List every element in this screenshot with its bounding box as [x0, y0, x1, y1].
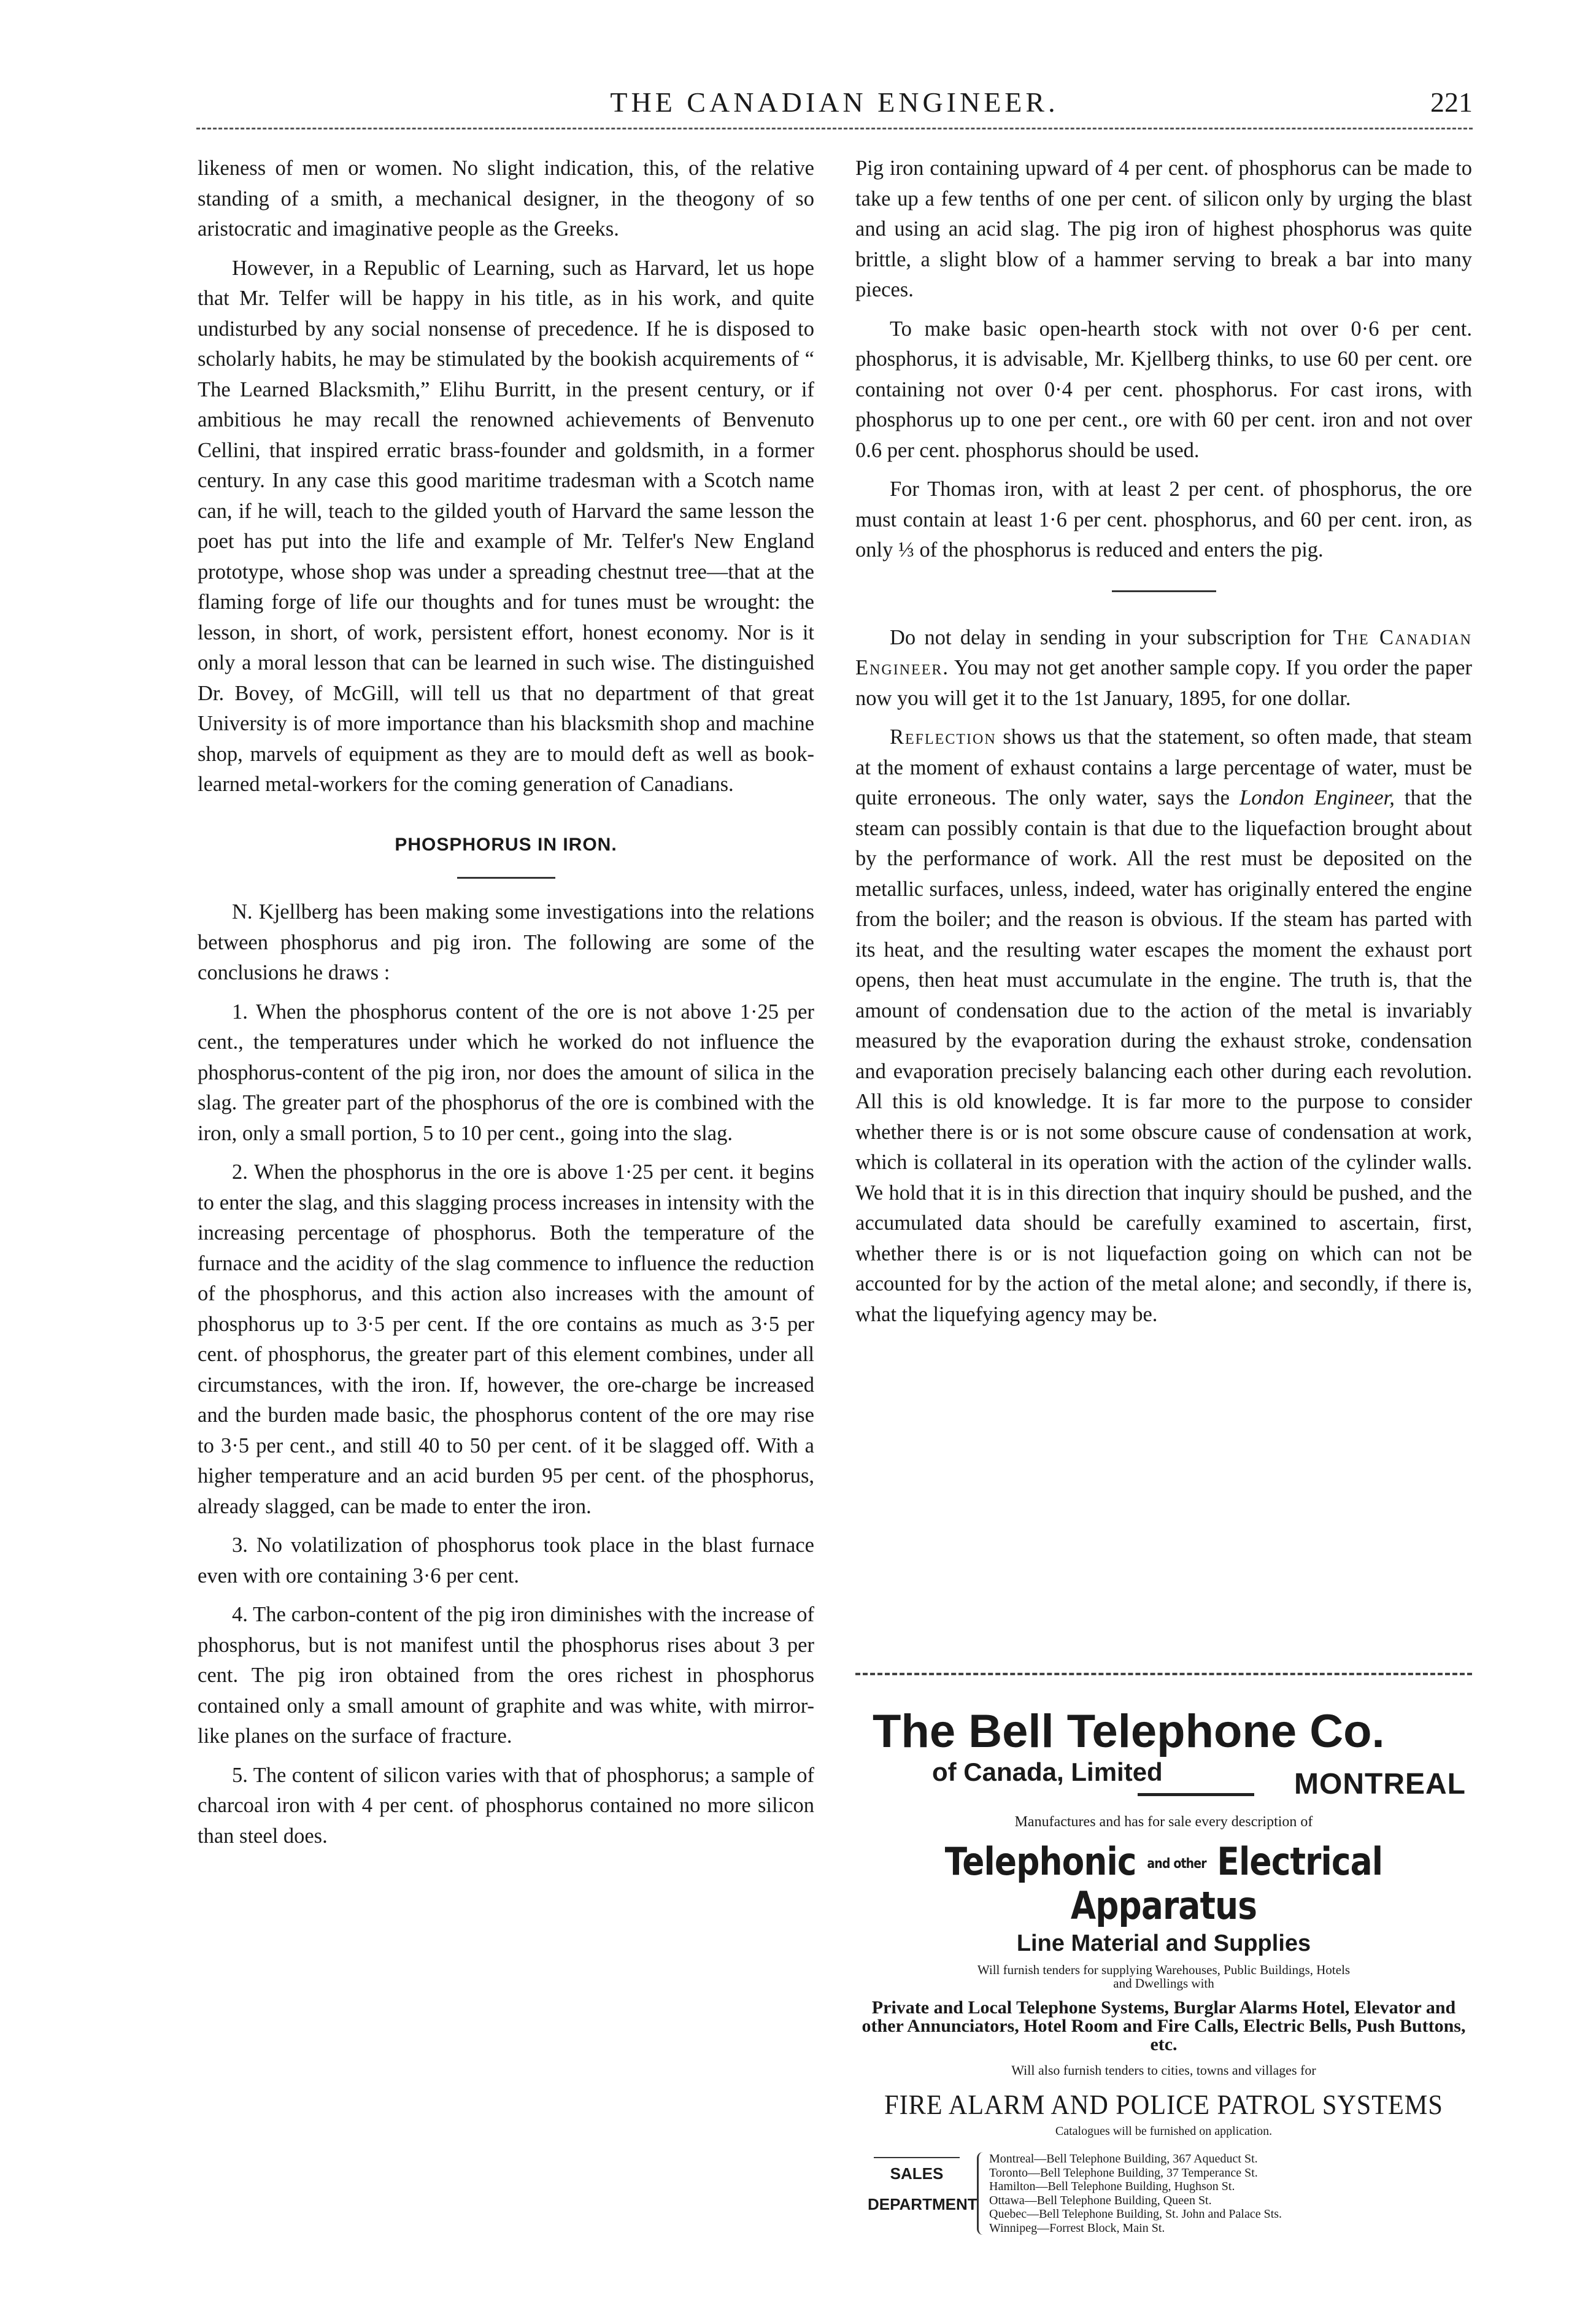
paragraph-text: shows us that the statement, so often made, that steam at the moment of exhaust contains a large percentage of water, must be quite erroneous. The only water, says the [855, 725, 1472, 809]
ad-top-rule [855, 1673, 1472, 1675]
ad-headline [898, 1840, 1428, 1928]
source-name: London Engineer, [1239, 786, 1395, 809]
office-item: Hamilton—Bell Telephone Building, Hughson St. [989, 2180, 1235, 2193]
numbered-paragraph: 2. When the phosphorus in the ore is above 1·25 per cent. it begins to enter the slag, and this slagging process increases in intensity with the increasing percentage of phosphorus. Both the temperature of the furnace and the acidity of the slag commence to influence the reduction of the phosphorus, and this action also increases with the amount of phosphorus up to 3·5 per cent. If the ore contains as much as 3·5 per cent. of phosphorus, the greater part of this element combines, under all circumstances, with the iron. If, however, the ore-charge be increased and the burden made basic, the phosphorus content of the ore may rise to 3·5 per cent., and still 40 to 50 per cent. of it be slagged off. With a higher temperature and an acid burden 95 per cent. of the phosphorus, already slagged, can be made to enter the iron. [198, 1160, 814, 1518]
ad-subtitle: of Canada, Limited [932, 1757, 1163, 1786]
ad-headline-part: Electrical Apparatus [1070, 1839, 1383, 1928]
office-item: Quebec—Bell Telephone Building, St. John and Palace Sts. [989, 2207, 1282, 2221]
ad-city: MONTREAL [1294, 1768, 1466, 1800]
ad-systems: Private and Local Telephone Systems, Burglar Alarms Hotel, Elevator and other Annunciators, Hotel Room and Fire Calls, Electric Bells, Push Buttons, etc. [862, 1997, 1466, 2054]
section-heading: PHOSPHORUS IN IRON. [395, 834, 617, 855]
sales-label [868, 2157, 977, 2220]
sales-label-line: SALES [890, 2164, 944, 2183]
numbered-paragraph: 5. The content of silicon varies with that of phosphorus; a sample of charcoal iron with 4 per cent. of phosphorus contained no more silicon than steel does. [198, 1763, 814, 1848]
office-item: Montreal—Bell Telephone Building, 367 Aqueduct St. [989, 2152, 1258, 2166]
paragraph: For Thomas iron, with at least 2 per cent. of phosphorus, the ore must contain at least 1·6 per cent. phosphorus, and 60 per cent. iron, as only ⅓ of the phosphorus is reduced and enters the pig. [855, 477, 1472, 561]
office-item: Winnipeg—Forrest Block, Main St. [989, 2221, 1165, 2235]
section-rule [457, 877, 555, 879]
journal-title: THE CANADIAN ENGINEER. [610, 87, 1059, 118]
left-column [198, 153, 814, 1860]
paragraph: Pig iron containing upward of 4 per cent. of phosphorus can be made to take up a few tenths of one per cent. of silicon only by urging the blast and using an acid slag. The pig iron of highest phosphorus was quite brittle, a slight blow of a hammer serving to break a bar into many pieces. [855, 156, 1472, 301]
numbered-paragraph: 3. No volatilization of phosphorus took place in the blast furnace even with ore containing 3·6 per cent. [198, 1533, 814, 1587]
divider-rule [1112, 590, 1216, 592]
office-item: Toronto—Bell Telephone Building, 37 Temperance St. [989, 2166, 1258, 2180]
ad-tenders: Will furnish tenders for supplying Warehouses, Public Buildings, Hotels and Dwellings with [977, 1962, 1351, 1991]
running-head [196, 74, 1473, 135]
paragraph [855, 722, 1472, 1330]
office-item: Ottawa—Bell Telephone Building, Queen St. [989, 2193, 1212, 2207]
paragraph: To make basic open-hearth stock with not over 0·6 per cent. phosphorus, it is advisable, Mr. Kjellberg thinks, to use 60 per cent. ore containing not over 0·4 per cent. phosphorus. For cast irons, with phosphorus up to one per cent., ore with 60 per cent. iron and not over 0.6 per cent. phosphorus should be used. [855, 317, 1472, 462]
ad-headline-part: Telephonic [944, 1839, 1136, 1884]
paragraph: likeness of men or women. No slight indication, this, of the relative standing of a smith, a mechanical designer, in the theogony of so aristocratic and imaginative people as the Greeks. [198, 156, 814, 241]
paragraph: However, in a Republic of Learning, such as Harvard, let us hope that Mr. Telfer will be happy in his title, as in his work, and quite undisturbed by any social nonsense of precedence. If he is disposed to scholarly habits, he may be stimulated by the bookish acquirements of “ The Learned Blacksmith,” Elihu Burritt, in the present century, or if ambitious he may recall the renowned achievements of Benvenuto Cellini, that inspired erratic brass-founder and goldsmith, in a former century. In any case this good maritime tradesman with a Scotch name can, if he will, teach to the gilded youth of Harvard the same lesson the poet has put into the life and example of Mr. Telfer's New England prototype, whose shop was under a spreading chestnut tree—that at the flaming forge of life our thoughts and for tunes must be wrought: the lesson, in short, of work, persistent effort, honest economy. Nor is it only a moral lesson that can be learned in such wise. The distinguished Dr. Bovey, of McGill, will tell us that no department of that great University is of more importance than his blacksmith shop and machine shop, marvels of equipment as they are to mould deft as well as book-learned metal-workers for the coming generation of Canadians. [198, 256, 814, 796]
ad-company-name: The Bell Telephone Co. [873, 1705, 1385, 1757]
notice-text: You may not get another sample copy. If you order the paper now you will get it to the 1st January, 1895, for one dollar. [855, 656, 1472, 710]
subscription-notice [855, 623, 1472, 714]
numbered-paragraph: 1. When the phosphorus content of the ore is not above 1·25 per cent., the temperatures under which he worked do not influence the phosphorus-content of the pig iron, nor does the amount of silica in the slag. The greater part of the phosphorus of the ore is combined with the iron, only a small portion, 5 to 10 per cent., going into the slag. [198, 1000, 814, 1145]
notice-text: Do not delay in sending in your subscription for [890, 625, 1325, 649]
ad-subtitle-row [855, 1756, 1472, 1799]
bell-telephone-advertisement [855, 1673, 1472, 2235]
header-rule [196, 128, 1473, 129]
ad-fire-alarm: FIRE ALARM AND POLICE PATROL SYSTEMS [884, 2089, 1443, 2120]
ad-cities-line: Will also furnish tenders to cities, towns and villages for [1011, 2062, 1316, 2078]
paragraph-text: that the steam can possibly contain is that due to the liquefaction brought about by the performance of work. All the rest must be deposited on the metallic surfaces, unless, indeed, water has originally entered the engine from the boiler; and the reason is obvious. If the steam has parted with its heat, and the resulting water escapes the moment the exhaust port opens, then heat must accumulate in the engine. The truth is, that the amount of condensation due to the action of the metal is invariably measured by the evaporation during the exhaust stroke, condensation and evaporation precisely balancing each other during each revolution. All this is old knowledge. It is far more to the purpose to consider whether there is or is not some obscure cause of condensation at work, which is collateral in its operation with the action of the cylinder walls. We hold that it is in this direction that inquiry should be pushed, and the accumulated data should be carefully examined to ascertain, first, whether there is or is not liquefaction going on which can not be accounted for by the action of the metal alone; and secondly, if there is, what the liquefying agency may be. [855, 786, 1473, 1326]
office-list [989, 2152, 1282, 2235]
ad-tagline: Manufactures and has for sale every description of [1014, 1814, 1313, 1830]
journal-name: The Canadian Engineer. [855, 625, 1473, 679]
ad-sales-department [855, 2152, 1472, 2238]
ad-city-rule [1138, 1793, 1254, 1796]
ad-catalogues: Catalogues will be furnished on application. [1055, 2124, 1273, 2138]
ad-headline-and: and other [1147, 1856, 1206, 1872]
sales-label-line: DEPARTMENT [868, 2195, 977, 2213]
lead-word: Reflection [890, 725, 997, 749]
page-number: 221 [1430, 87, 1473, 118]
ad-line-material: Line Material and Supplies [1016, 1931, 1311, 1956]
numbered-paragraph: 4. The carbon-content of the pig iron diminishes with the increase of phosphorus, but is not manifest until the phosphorus rises about 3 per cent. The pig iron obtained from the ores richest in phosphorus contained only a small amount of graphite and was white, with mirror-like planes on the surface of fracture. [198, 1603, 814, 1748]
paragraph: N. Kjellberg has been making some investigations into the relations between phosphorus and pig iron. The following are some of the conclusions he draws : [198, 900, 814, 984]
brace [977, 2152, 985, 2235]
right-column [855, 153, 1472, 1338]
